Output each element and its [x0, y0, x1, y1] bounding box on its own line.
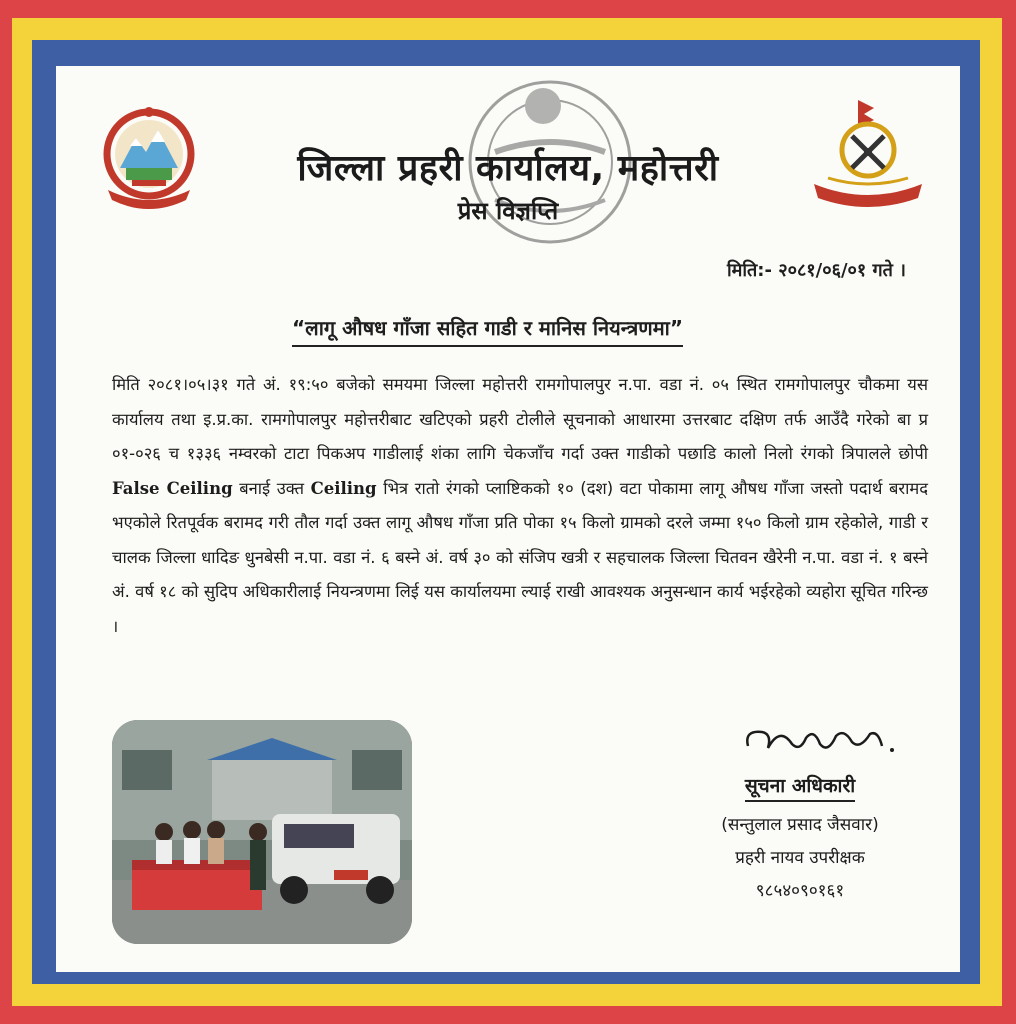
handwritten-signature	[740, 716, 900, 766]
body-part-1: मिति २०८१।०५।३१ गते अं. १९:५० बजेको समयमा जिल्ला महोत्तरी रामगोपालपुर न.पा. वडा नं. ०५ स्थित रामगोपालपुर चौकमा यस कार्यालय तथा इ.प्र.का. रामगोपालपुर महोत्तरीबाट खटिएको प्रहरी टोलीले सूचनाको आधारमा उत्तरबाट दक्षिण तर्फ आउँदै गरेको बा प्र ०१-०२६ च १३३६ नम्वरको टाटा पिकअप गाडीलाई शंका लागि चेकजाँच गर्दा उक्त गाडीको पछाडि कालो निलो रंगको त्रिपालले छोपी	[112, 375, 928, 463]
signatory-title: सूचना अधिकारी	[745, 772, 855, 802]
signatory-rank: प्रहरी नायव उपरीक्षक	[735, 848, 865, 868]
date-line: मिति:- २०८१/०६/०१ गते ।	[726, 260, 906, 281]
signatory-name: (सन्तुलाल प्रसाद जैसवार)	[721, 815, 879, 835]
signatory-phone: ९८५४०९०१६१	[755, 881, 845, 901]
term-ceiling: Ceiling	[310, 478, 377, 498]
body-part-2: बनाई उक्त	[239, 478, 305, 498]
signatory-block	[700, 772, 900, 901]
seizure-photo	[112, 720, 412, 944]
office-title: जिल्ला प्रहरी कार्यालय, महोत्तरी	[297, 148, 719, 189]
term-false-ceiling: False Ceiling	[112, 478, 233, 498]
press-release-subtitle: प्रेस विज्ञप्ति	[457, 197, 559, 225]
headline: “लागू औषध गाँजा सहित गाडी र मानिस नियन्त्रणमा”	[292, 314, 683, 347]
body-paragraph	[112, 368, 928, 644]
body-part-3: भित्र रातो रंगको प्लाष्टिकको १० (दश) वटा पोकामा लागू औषध गाँजा जस्तो पदार्थ बरामद भएकोले रितपूर्वक बरामद गरी तौल गर्दा उक्त लागू औषध गाँजा प्रति पोका १५ किलो ग्रामको दरले जम्मा १५० किलो ग्राम रहेकोले, गाडी र चालक जिल्ला धादिङ धुनबेसी न.पा. वडा नं. ६ बस्ने अं. वर्ष ३० को संजिप खत्री र सहचालक जिल्ला चितवन खैरेनी न.पा. वडा नं. १ बस्ने अं. वर्ष १८ को सुदिप अधिकारीलाई नियन्त्रणमा लिई यस कार्यालयमा ल्याई राखी आवश्यक अनुसन्धान कार्य भईरहेको व्यहोरा सूचित गरिन्छ ।	[112, 478, 929, 636]
